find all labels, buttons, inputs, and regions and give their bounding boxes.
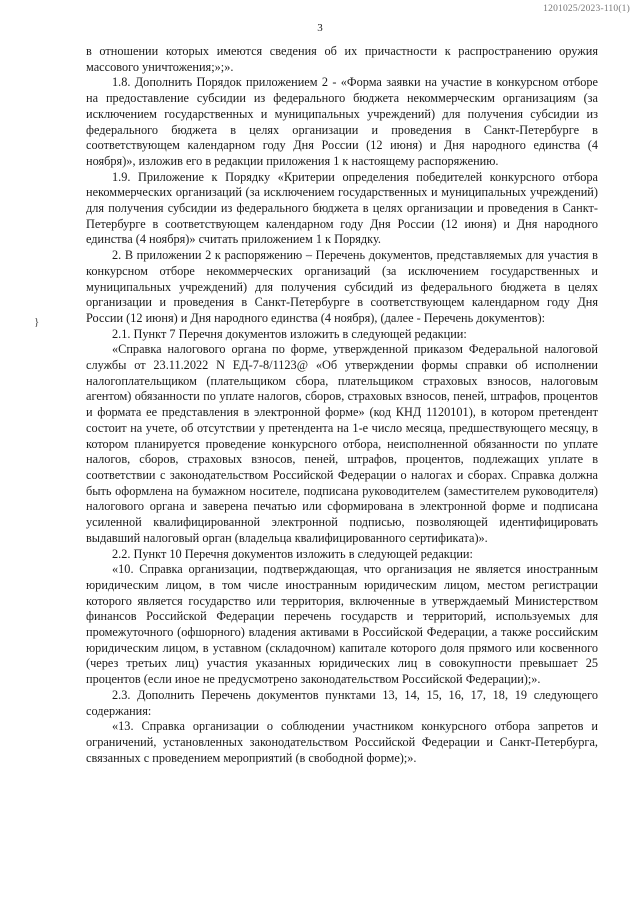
paragraph-2: 2. В приложении 2 к распоряжению – Перечень документов, представляемых для участия в конкурсном отборе некоммерческих организаций (за исключением государственных и муниципальных учреждений) для получения субсидий из федерального бюджета в целях организации и проведения в Санкт-Петербурге в соответствующем календарном году Дня России (12 июня) и Дня народного единства (4 ноября), (далее - Перечень документов):: [86, 248, 598, 325]
paragraph-1-9: 1.9. Приложение к Порядку «Критерии определения победителей конкурсного отбора некоммерческих организаций (за исключением государственных и муниципальных учреждений) для получения субсидии из федерального бюджета в целях организации и проведения в Санкт-Петербурге в соответствующем календарном году Дня России (12 июня) и Дня народного единства (4 ноября)» считать приложением 1 к Порядку.: [86, 169, 598, 247]
document-id: 1201025/2023-110(1): [543, 4, 630, 14]
page-number: 3: [317, 22, 323, 34]
document-body: [86, 44, 598, 766]
paragraph-2-1: 2.1. Пункт 7 Перечня документов изложить в следующей редакции:: [112, 326, 467, 341]
paragraph-item-10-text: «10. Справка организации, подтверждающая, что организация не является иностранным юридическим лицом, в том числе иностранным юридическим лицом, местом регистрации которого является государство или территория, включенные в утверждаемый Министерством финансов Российской Федерации перечень государств и территорий, используемых для промежуточного (офшорного) владения активами в Российской Федерации, а также российским юридическим лицом, в уставном (складочном) капитале которого доля прямого или косвенного (через третьих лиц) участия указанных юридических лиц в совокупности превышает 25 процентов (если иное не предусмотрено законодательством Российской Федерации);».: [86, 562, 598, 687]
paragraph-2-2: 2.2. Пункт 10 Перечня документов изложить в следующей редакции:: [112, 546, 473, 561]
paragraph-2-3: 2.3. Дополнить Перечень документов пунктами 13, 14, 15, 16, 17, 18, 19 следующего содержания:: [86, 687, 598, 718]
margin-mark: }: [34, 316, 40, 328]
paragraph-1-8: 1.8. Дополнить Порядок приложением 2 - «Форма заявки на участие в конкурсном отборе на предоставление субсидии из федерального бюджета некоммерческим организациям (за исключением государственных и муниципальных учреждений) для получения субсидии из федерального бюджета в целях организации и проведения в Санкт-Петербурге в соответствующем календарном году Дня России (12 июня) и Дня народного единства (4 ноября)», изложив его в редакции приложения 1 к настоящему распоряжению.: [86, 75, 598, 168]
paragraph-item-13-text: «13. Справка организации о соблюдении участником конкурсного отбора запретов и ограничений, установленных законодательством Российской Федерации и Санкт-Петербурга, связанных с проведением мероприятий (в свободной форме);».: [86, 719, 598, 765]
paragraph-item-7-text: «Справка налогового органа по форме, утвержденной приказом Федеральной налоговой службы от 23.11.2022 N ЕД-7-8/1123@ «Об утверждении формы справки об исполнении налогоплательщиком (плательщиком сбора, плательщиком страховых взносов, налоговым агентом) обязанности по уплате налогов, сборов, страховых взносов, пеней, штрафов, процентов и формата ее представления в электронной форме» (код КНД 1120101), в котором претендент состоит на учете, об отсутствии у претендента на 1-е число месяца, предшествующего месяцу, в котором планируется проведение конкурсного отбора, неисполненной обязанности по уплате налогов, сборов, страховых взносов, пеней, штрафов, процентов, подлежащих уплате в соответствии с законодательством Российской Федерации о налогах и сборах. Справка должна быть оформлена на бумажном носителе, подписана руководителем (заместителем руководителя) налогового органа и заверена печатью или сформирована в электронной форме и подписана усиленной квалифицированной электронной подписью, позволяющей идентифицировать выдавший налоговый орган (владельца квалифицированного сертификата)».: [86, 342, 598, 545]
paragraph-continuation: в отношении которых имеются сведения об их причастности к распространению оружия массового уничтожения;»;».: [86, 44, 598, 74]
